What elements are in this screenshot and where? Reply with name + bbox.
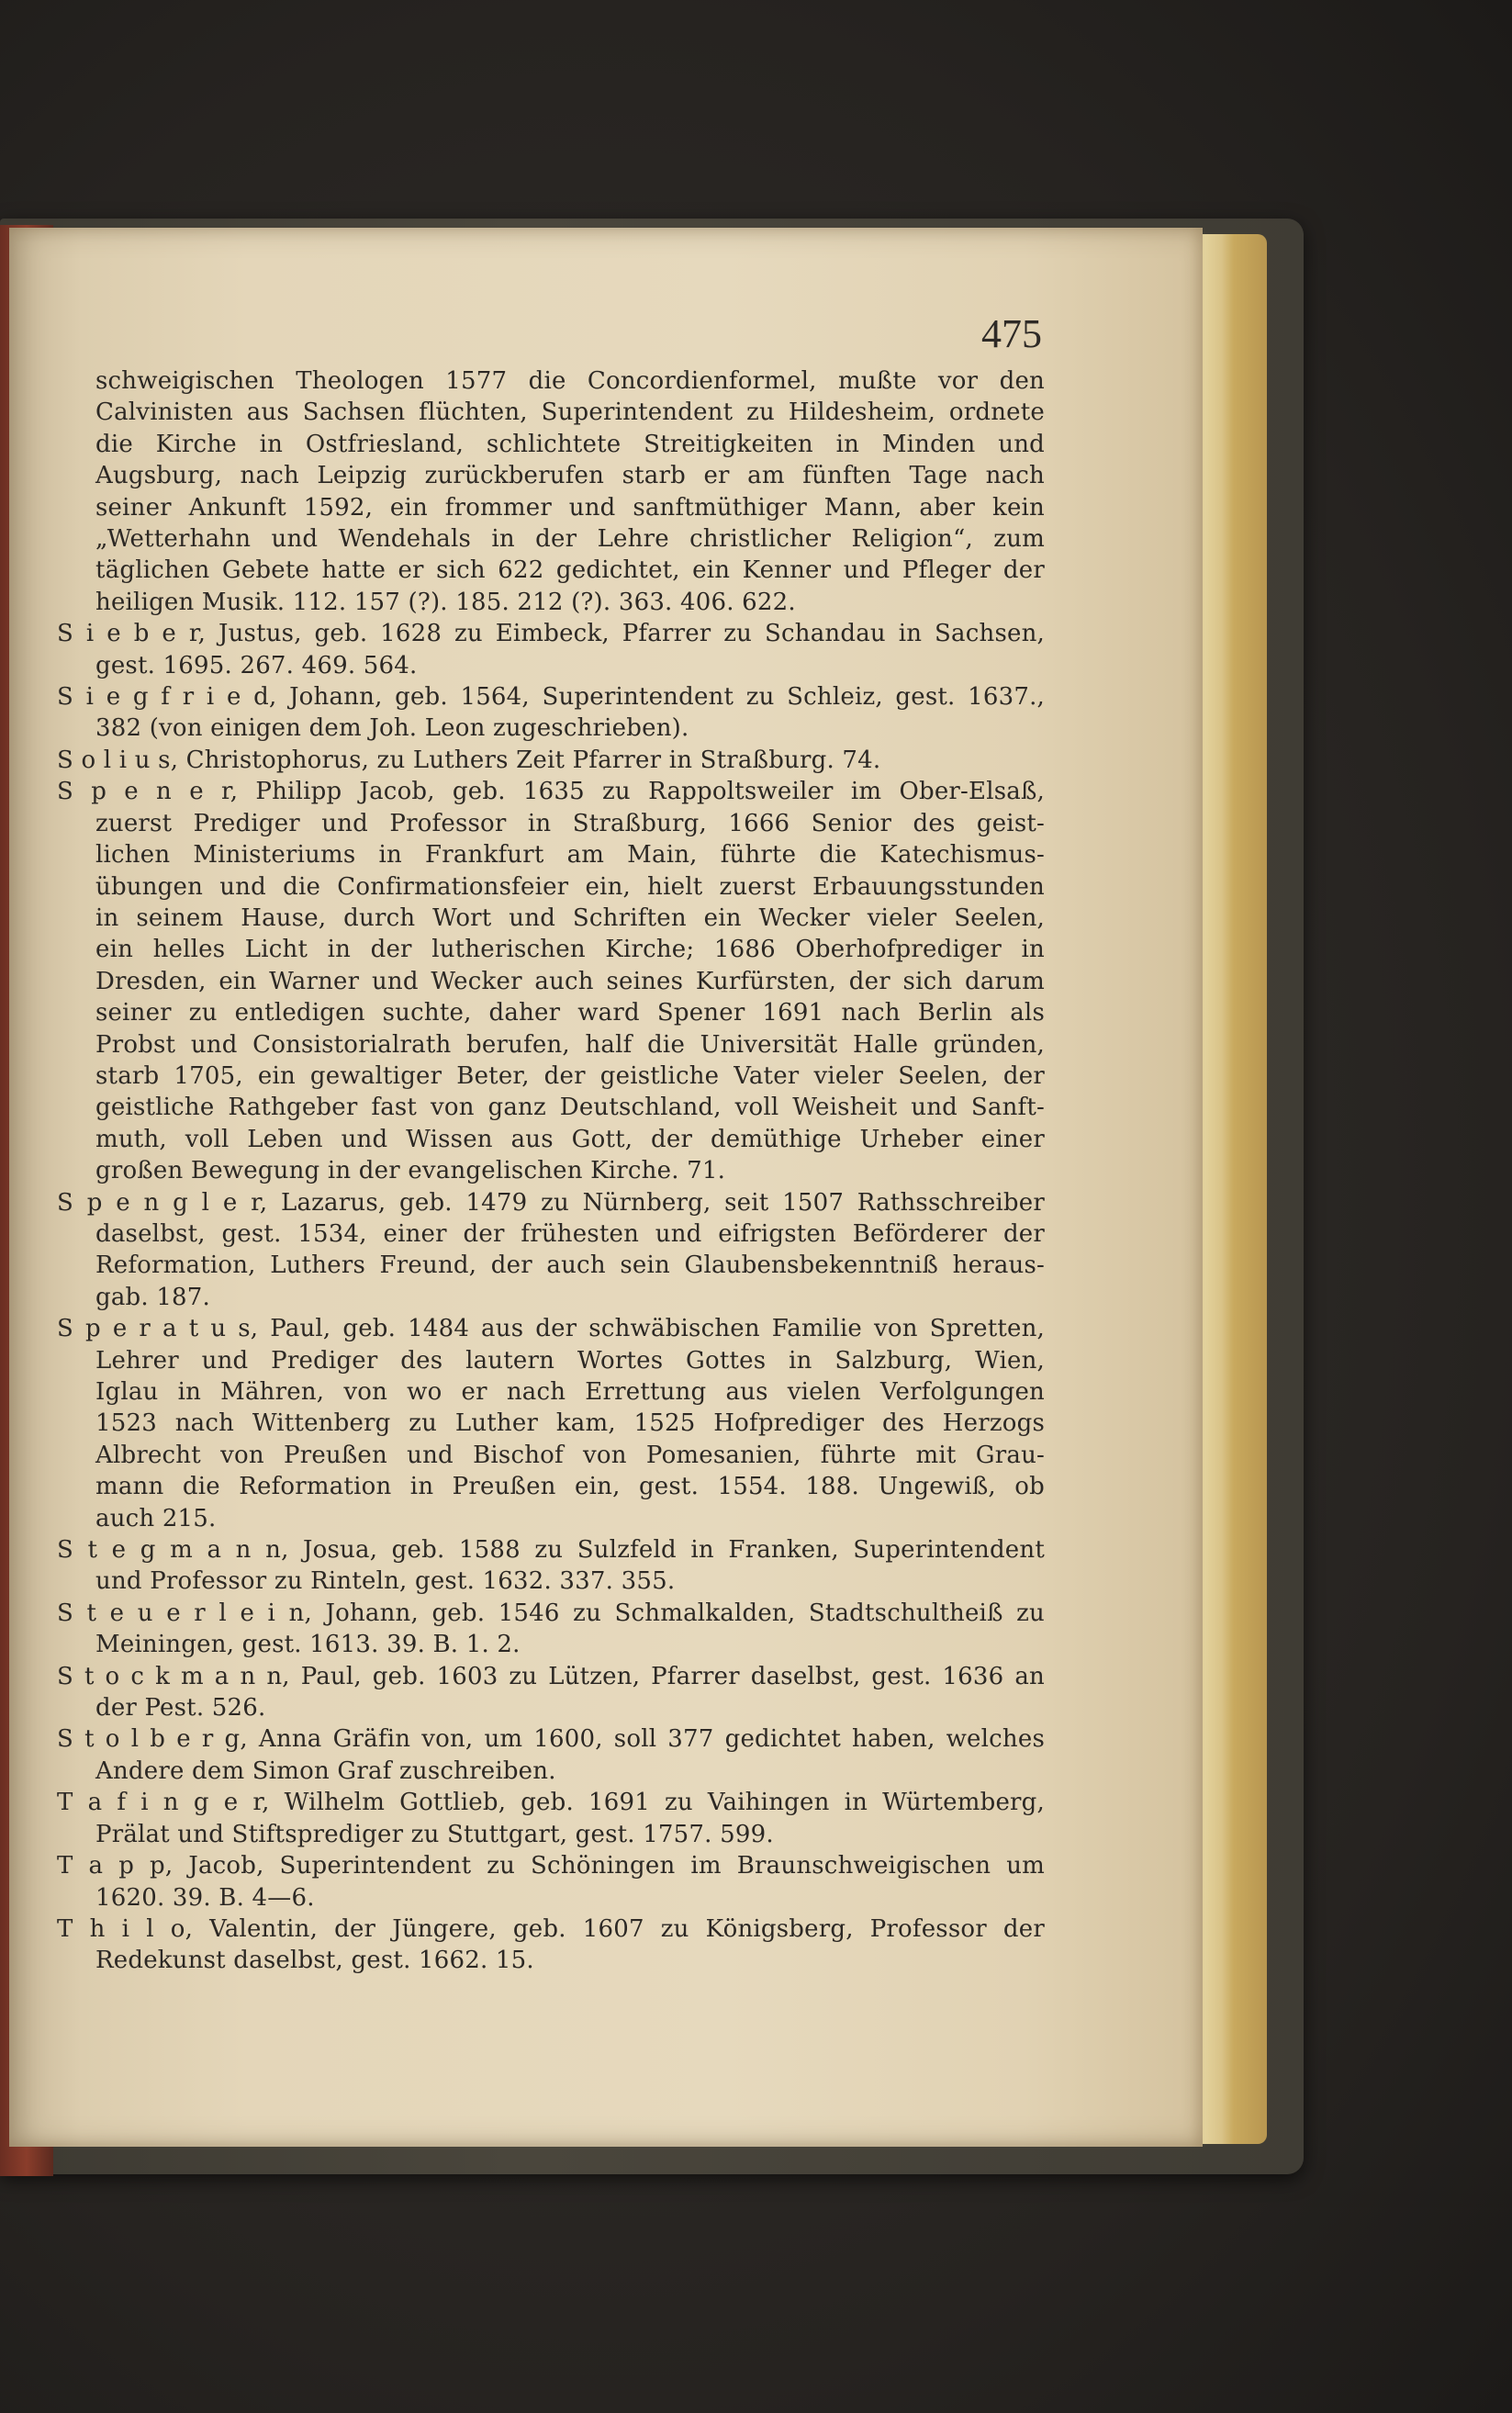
text-line: „Wetterhahn und Wendehals in der Lehre christlicher Religion“, zum bbox=[95, 525, 1045, 554]
text-line: Lehrer und Prediger des lautern Wortes Gottes in Salzburg, Wien, bbox=[95, 1346, 1045, 1375]
text-line: seiner Ankunft 1592, ein frommer und sanftmüthiger Mann, aber kein bbox=[95, 493, 1045, 522]
text-line: Meiningen, gest. 1613. 39. B. 1. 2. bbox=[95, 1631, 521, 1659]
text-line: S i e g f r i e d, Johann, geb. 1564, Superintendent zu Schleiz, gest. 1637., bbox=[57, 683, 1045, 712]
register-entry bbox=[57, 618, 1045, 681]
page-number: 475 bbox=[981, 311, 1042, 356]
text-line: T h i l o, Valentin, der Jüngere, geb. 1607 zu Königsberg, Professor der bbox=[57, 1914, 1045, 1943]
text-line: T a p p, Jacob, Superintendent zu Schöningen im Braunschweigischen um bbox=[57, 1852, 1045, 1880]
register-entry bbox=[57, 1787, 1045, 1850]
text-line: S p e n e r, Philipp Jacob, geb. 1635 zu Rappoltsweiler im Ober-Elsaß, bbox=[57, 778, 1045, 806]
text-line: S p e r a t u s, Paul, geb. 1484 aus der schwäbischen Familie von Spretten, bbox=[57, 1315, 1045, 1343]
text-line: Andere dem Simon Graf zuschreiben. bbox=[95, 1756, 556, 1785]
text-line: S t e g m a n n, Josua, geb. 1588 zu Sulzfeld in Franken, Superintendent bbox=[57, 1536, 1045, 1565]
text-line: 1523 nach Wittenberg zu Luther kam, 1525 Hofprediger des Herzogs bbox=[95, 1409, 1045, 1438]
text-line: Prälat und Stiftsprediger zu Stuttgart, gest. 1757. 599. bbox=[95, 1820, 774, 1848]
text-line: der Pest. 526. bbox=[95, 1694, 266, 1723]
text-line: Probst und Consistorialrath berufen, half die Universität Halle gründen, bbox=[95, 1030, 1045, 1059]
register-entry bbox=[57, 1914, 1045, 1977]
register-entry bbox=[57, 1661, 1045, 1724]
text-line: 382 (von einigen dem Joh. Leon zugeschrieben). bbox=[95, 714, 689, 743]
register-entry bbox=[57, 1723, 1045, 1787]
text-line: lichen Ministeriums in Frankfurt am Main, führte die Katechismus- bbox=[95, 841, 1045, 870]
text-line: täglichen Gebete hatte er sich 622 gedichtet, ein Kenner und Pfleger der bbox=[95, 556, 1045, 585]
text-line: muth, voll Leben und Wissen aus Gott, der demüthige Urheber einer bbox=[95, 1125, 1045, 1153]
register-entry bbox=[57, 1850, 1045, 1914]
text-line: heiligen Musik. 112. 157 (?). 185. 212 (?). 363. 406. 622. bbox=[95, 588, 796, 616]
register-entry bbox=[57, 1313, 1045, 1534]
text-line: S o l i u s, Christophorus, zu Luthers Zeit Pfarrer in Straßburg. 74. bbox=[57, 746, 881, 774]
text-line: S t e u e r l e i n, Johann, geb. 1546 zu Schmalkalden, Stadtschultheiß zu bbox=[57, 1599, 1045, 1627]
text-line: daselbst, gest. 1534, einer der frühesten und eifrigsten Beförderer der bbox=[95, 1219, 1045, 1248]
text-line: schweigischen Theologen 1577 die Concordienformel, mußte vor den bbox=[95, 367, 1045, 395]
text-line: die Kirche in Ostfriesland, schlichtete Streitigkeiten in Minden und bbox=[95, 430, 1045, 458]
text-line: seiner zu entledigen suchte, daher ward Spener 1691 nach Berlin als bbox=[95, 999, 1045, 1027]
text-line: übungen und die Confirmationsfeier ein, hielt zuerst Erbauungsstunden bbox=[95, 872, 1045, 901]
page-body bbox=[57, 365, 1045, 1977]
text-line: Augsburg, nach Leipzig zurückberufen starb er am fünften Tage nach bbox=[95, 462, 1045, 490]
text-line: Reformation, Luthers Freund, der auch sein Glaubensbekenntniß heraus- bbox=[95, 1251, 1045, 1280]
entry-continuation bbox=[57, 365, 1045, 618]
text-line: großen Bewegung in der evangelischen Kirche. 71. bbox=[95, 1157, 726, 1185]
text-line: Dresden, ein Warner und Wecker auch seines Kurfürsten, der sich darum bbox=[95, 967, 1045, 995]
text-line: zuerst Prediger und Professor in Straßburg, 1666 Senior des geist- bbox=[95, 809, 1045, 837]
text-line: T a f i n g e r, Wilhelm Gottlieb, geb. 1691 zu Vaihingen in Würtemberg, bbox=[57, 1789, 1045, 1817]
text-line: S t o c k m a n n, Paul, geb. 1603 zu Lützen, Pfarrer daselbst, gest. 1636 an bbox=[57, 1662, 1045, 1690]
register-entry bbox=[57, 1187, 1045, 1314]
text-line: mann die Reformation in Preußen ein, gest. 1554. 188. Ungewiß, ob bbox=[95, 1473, 1045, 1501]
text-line: gab. 187. bbox=[95, 1283, 211, 1311]
text-line: Redekunst daselbst, gest. 1662. 15. bbox=[95, 1947, 534, 1975]
text-line: starb 1705, ein gewaltiger Beter, der geistliche Vater vieler Seelen, der bbox=[95, 1061, 1045, 1090]
text-line: S i e b e r, Justus, geb. 1628 zu Eimbeck, Pfarrer zu Schandau in Sachsen, bbox=[57, 620, 1045, 648]
register-entry bbox=[57, 1598, 1045, 1661]
text-line: Iglau in Mähren, von wo er nach Errettung aus vielen Verfolgungen bbox=[95, 1378, 1045, 1406]
text-line: auch 215. bbox=[95, 1504, 217, 1532]
text-line: Albrecht von Preußen und Bischof von Pomesanien, führte mit Grau- bbox=[95, 1441, 1045, 1469]
text-line: S p e n g l e r, Lazarus, geb. 1479 zu Nürnberg, seit 1507 Rathsschreiber bbox=[57, 1188, 1045, 1217]
text-line: ein helles Licht in der lutherischen Kirche; 1686 Oberhofprediger in bbox=[95, 936, 1045, 964]
text-line: Calvinisten aus Sachsen flüchten, Superintendent zu Hildesheim, ordnete bbox=[95, 398, 1045, 427]
text-line: S t o l b e r g, Anna Gräfin von, um 1600, soll 377 gedichtet haben, welches bbox=[57, 1725, 1045, 1754]
register-entry bbox=[57, 776, 1045, 1186]
register-entry bbox=[57, 681, 1045, 745]
register-entry bbox=[57, 745, 1045, 776]
text-line: gest. 1695. 267. 469. 564. bbox=[95, 651, 418, 679]
text-line: in seinem Hause, durch Wort und Schriften ein Wecker vieler Seelen, bbox=[95, 903, 1045, 932]
text-line: und Professor zu Rinteln, gest. 1632. 337. 355. bbox=[95, 1567, 676, 1596]
text-line: geistliche Rathgeber fast von ganz Deutschland, voll Weisheit und Sanft- bbox=[95, 1094, 1045, 1122]
register-entry bbox=[57, 1534, 1045, 1598]
text-line: 1620. 39. B. 4—6. bbox=[95, 1883, 315, 1912]
